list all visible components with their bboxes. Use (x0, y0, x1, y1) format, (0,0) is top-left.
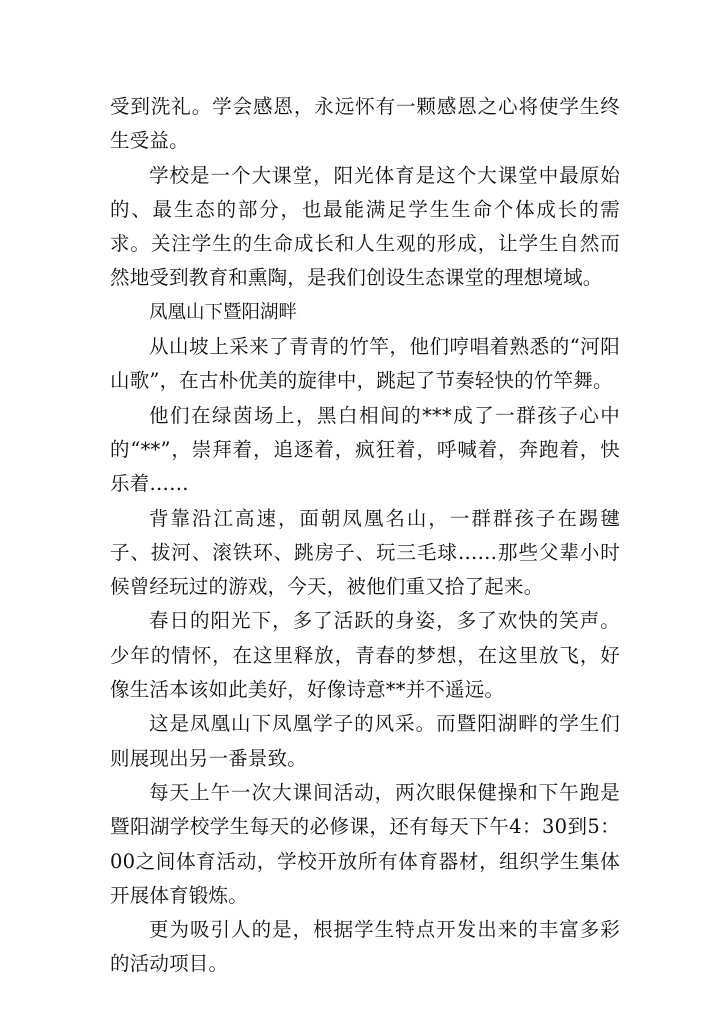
paragraph-8: 每天上午一次大课间活动，两次眼保健操和下午跑是暨阳湖学校学生每天的必修课，还有每天下午4：30到5：00之间体育活动，学校开放所有体育器材，组织学生集体开展体育锻炼。 (110, 780, 620, 907)
paragraph-4: 他们在绿茵场上，黑白相间的***成了一群孩子心中的“**”，崇拜着，追逐着，疯狂着，呼喊着，奔跑着，快乐着…… (110, 403, 620, 496)
paragraph-7: 这是凤凰山下凤凰学子的风采。而暨阳湖畔的学生们则展现出另一番景致。 (110, 712, 620, 770)
paragraph-1: 受到洗礼。学会感恩，永远怀有一颗感恩之心将使学生终生受益。 (110, 95, 620, 153)
paragraph-5: 背靠沿江高速，面朝凤凰名山，一群群孩子在踢毽子、拔河、滚铁环、跳房子、玩三毛球……那些父辈小时候曾经玩过的游戏，今天，被他们重又拾了起来。 (110, 506, 620, 599)
paragraph-6: 春日的阳光下，多了活跃的身姿，多了欢快的笑声。少年的情怀，在这里释放，青春的梦想，在这里放飞，好像生活本该如此美好，好像诗意**并不遥远。 (110, 609, 620, 702)
section-heading: 凤凰山下暨阳湖畔 (149, 301, 298, 323)
paragraph-3: 从山坡上采来了青青的竹竿，他们哼唱着熟悉的“河阳山歌”，在古朴优美的旋律中，跳起了节奏轻快的竹竿舞。 (110, 335, 620, 393)
paragraph-2: 学校是一个大课堂，阳光体育是这个大课堂中最原始的、最生态的部分，也最能满足学生生命个体成长的需求。关注学生的生命成长和人生观的形成，让学生自然而然地受到教育和熏陶，是我们创设生态课堂的理想境域。 (110, 163, 620, 290)
document-body (110, 90, 620, 982)
paragraph-9: 更为吸引人的是，根据学生特点开发出来的丰富多彩的活动项目。 (110, 918, 620, 976)
